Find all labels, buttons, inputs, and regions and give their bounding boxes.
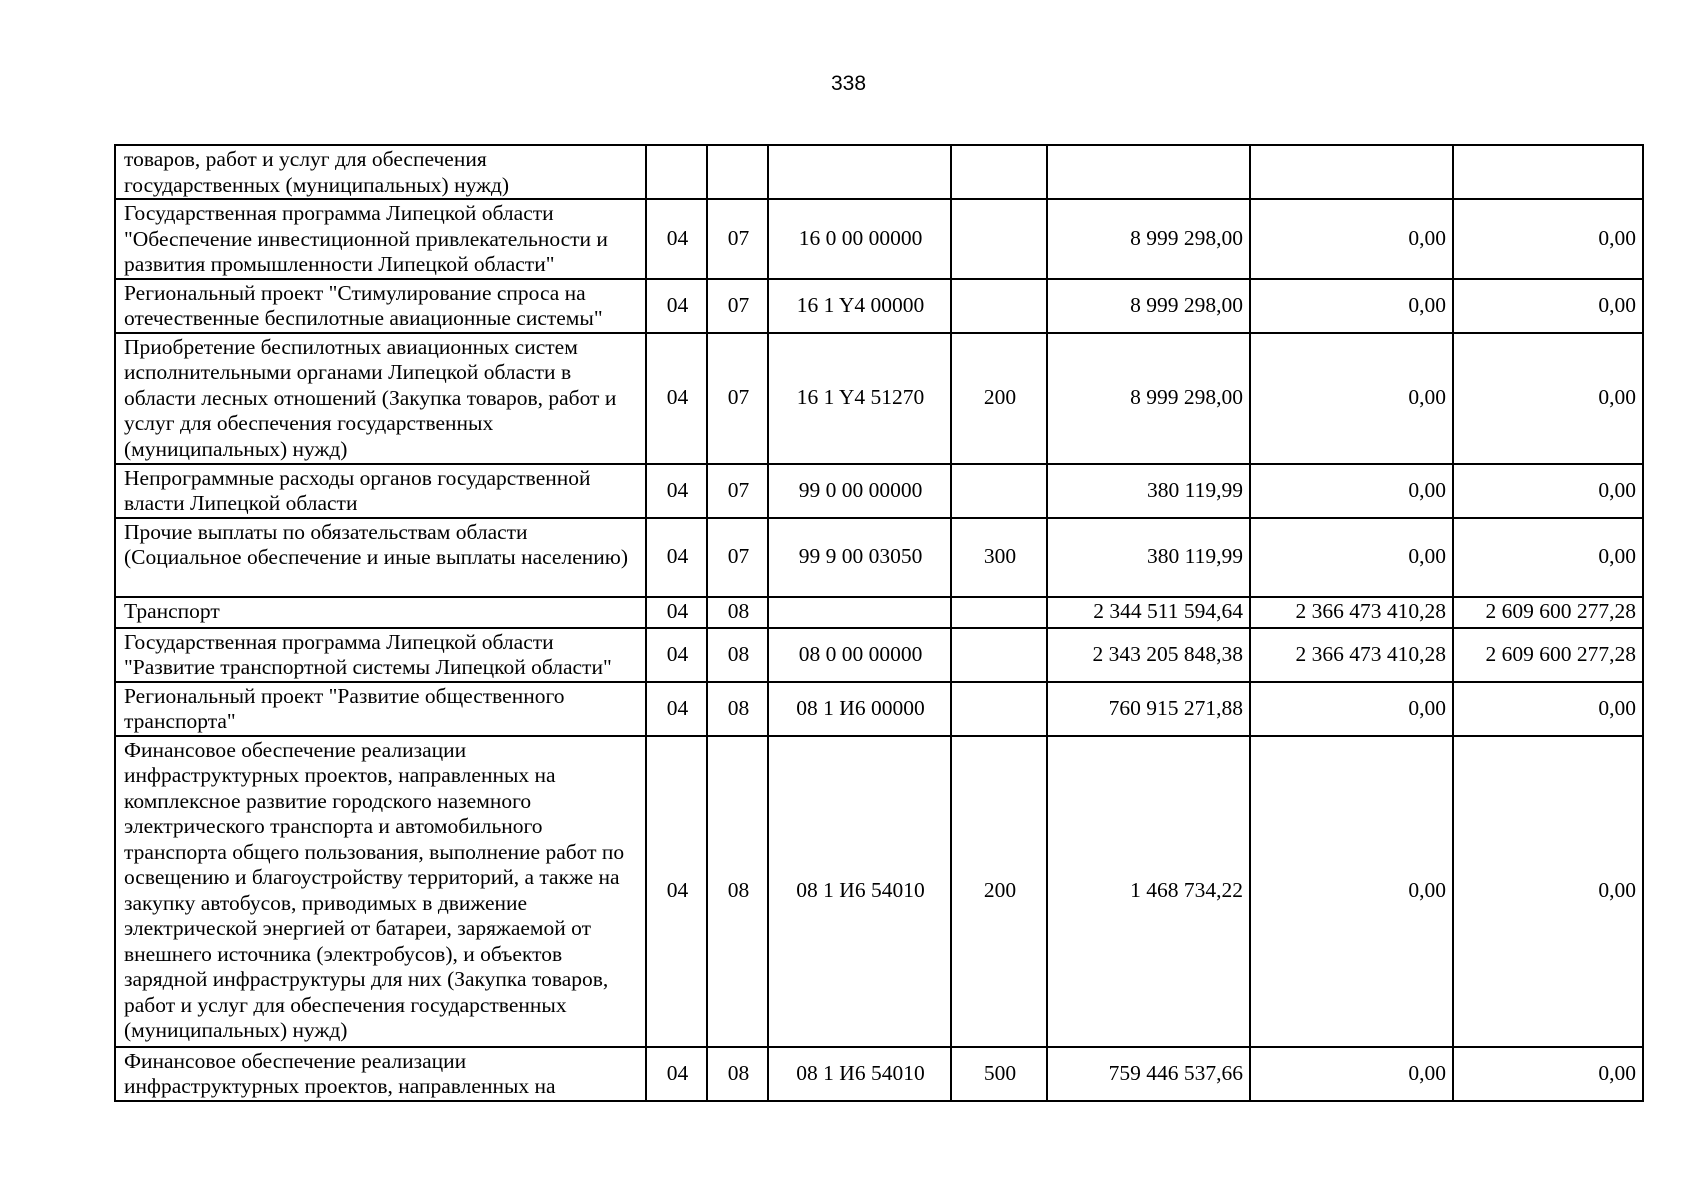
row-name-cell: Финансовое обеспечение реализации инфраструктурных проектов, направленных на комплексное развитие городского наземного электрического транспорта и автомобильного транспорта общего пользования, выполнение работ по освещению и благоустройству территорий, а также на закупку автобусов, приводимых в движение электрической энергией от батареи, заряжаемой от внешнего источника (электробусов), и объектов зарядной инфраструктуры для них (Закупка товаров, работ и услуг для обеспечения государственных (муниципальных) нужд) bbox=[115, 736, 646, 1047]
target-article-cell: 08 1 И6 00000 bbox=[768, 682, 951, 736]
section-code-cell: 04 bbox=[646, 736, 707, 1047]
amount-year3-cell: 0,00 bbox=[1453, 199, 1643, 279]
table-row bbox=[115, 464, 1643, 518]
expense-type-cell bbox=[951, 145, 1047, 199]
amount-year3-cell: 0,00 bbox=[1453, 682, 1643, 736]
section-code-cell bbox=[646, 145, 707, 199]
table-row bbox=[115, 279, 1643, 333]
expense-type-cell bbox=[951, 464, 1047, 518]
budget-table bbox=[114, 144, 1644, 1102]
amount-year1-cell: 8 999 298,00 bbox=[1047, 199, 1250, 279]
page-number: 338 bbox=[830, 72, 867, 95]
row-name-cell: Государственная программа Липецкой области "Развитие транспортной системы Липецкой области" bbox=[115, 628, 646, 682]
expense-type-cell: 200 bbox=[951, 333, 1047, 464]
amount-year3-cell: 0,00 bbox=[1453, 464, 1643, 518]
amount-year3-cell: 0,00 bbox=[1453, 333, 1643, 464]
amount-year2-cell: 0,00 bbox=[1250, 199, 1453, 279]
table-row bbox=[115, 333, 1643, 464]
amount-year1-cell: 380 119,99 bbox=[1047, 464, 1250, 518]
subsection-code-cell: 07 bbox=[707, 518, 768, 597]
subsection-code-cell: 07 bbox=[707, 199, 768, 279]
amount-year2-cell: 0,00 bbox=[1250, 464, 1453, 518]
amount-year1-cell bbox=[1047, 145, 1250, 199]
amount-year3-cell: 2 609 600 277,28 bbox=[1453, 597, 1643, 628]
row-name-cell: Прочие выплаты по обязательствам области (Социальное обеспечение и иные выплаты населению) bbox=[115, 518, 646, 597]
amount-year1-cell: 8 999 298,00 bbox=[1047, 279, 1250, 333]
section-code-cell: 04 bbox=[646, 333, 707, 464]
table-row bbox=[115, 199, 1643, 279]
amount-year3-cell: 0,00 bbox=[1453, 1047, 1643, 1101]
section-code-cell: 04 bbox=[646, 682, 707, 736]
table-row bbox=[115, 628, 1643, 682]
amount-year1-cell: 760 915 271,88 bbox=[1047, 682, 1250, 736]
row-name-cell: Региональный проект "Развитие общественного транспорта" bbox=[115, 682, 646, 736]
target-article-cell: 99 9 00 03050 bbox=[768, 518, 951, 597]
expense-type-cell: 300 bbox=[951, 518, 1047, 597]
section-code-cell: 04 bbox=[646, 518, 707, 597]
amount-year3-cell: 0,00 bbox=[1453, 279, 1643, 333]
amount-year1-cell: 2 343 205 848,38 bbox=[1047, 628, 1250, 682]
table-row bbox=[115, 682, 1643, 736]
subsection-code-cell: 07 bbox=[707, 333, 768, 464]
table-row bbox=[115, 518, 1643, 597]
expense-type-cell bbox=[951, 279, 1047, 333]
amount-year2-cell: 0,00 bbox=[1250, 1047, 1453, 1101]
section-code-cell: 04 bbox=[646, 1047, 707, 1101]
target-article-cell bbox=[768, 597, 951, 628]
amount-year1-cell: 759 446 537,66 bbox=[1047, 1047, 1250, 1101]
amount-year2-cell bbox=[1250, 145, 1453, 199]
expense-type-cell bbox=[951, 199, 1047, 279]
expense-type-cell: 500 bbox=[951, 1047, 1047, 1101]
row-name-cell: Приобретение беспилотных авиационных систем исполнительными органами Липецкой области в области лесных отношений (Закупка товаров, работ и услуг для обеспечения государственных (муниципальных) нужд) bbox=[115, 333, 646, 464]
amount-year1-cell: 380 119,99 bbox=[1047, 518, 1250, 597]
target-article-cell: 99 0 00 00000 bbox=[768, 464, 951, 518]
target-article-cell bbox=[768, 145, 951, 199]
subsection-code-cell: 08 bbox=[707, 597, 768, 628]
table-row bbox=[115, 597, 1643, 628]
section-code-cell: 04 bbox=[646, 199, 707, 279]
amount-year3-cell bbox=[1453, 145, 1643, 199]
target-article-cell: 16 0 00 00000 bbox=[768, 199, 951, 279]
amount-year3-cell: 0,00 bbox=[1453, 518, 1643, 597]
amount-year3-cell: 0,00 bbox=[1453, 736, 1643, 1047]
amount-year2-cell: 0,00 bbox=[1250, 518, 1453, 597]
section-code-cell: 04 bbox=[646, 597, 707, 628]
subsection-code-cell: 07 bbox=[707, 464, 768, 518]
budget-table-body bbox=[115, 145, 1643, 1101]
subsection-code-cell: 07 bbox=[707, 279, 768, 333]
amount-year2-cell: 2 366 473 410,28 bbox=[1250, 597, 1453, 628]
amount-year2-cell: 2 366 473 410,28 bbox=[1250, 628, 1453, 682]
amount-year2-cell: 0,00 bbox=[1250, 279, 1453, 333]
row-name-cell: Непрограммные расходы органов государственной власти Липецкой области bbox=[115, 464, 646, 518]
amount-year2-cell: 0,00 bbox=[1250, 333, 1453, 464]
table-row bbox=[115, 145, 1643, 199]
section-code-cell: 04 bbox=[646, 628, 707, 682]
subsection-code-cell: 08 bbox=[707, 736, 768, 1047]
target-article-cell: 16 1 Y4 51270 bbox=[768, 333, 951, 464]
expense-type-cell bbox=[951, 682, 1047, 736]
row-name-cell: Региональный проект "Стимулирование спроса на отечественные беспилотные авиационные системы" bbox=[115, 279, 646, 333]
section-code-cell: 04 bbox=[646, 464, 707, 518]
target-article-cell: 08 0 00 00000 bbox=[768, 628, 951, 682]
amount-year3-cell: 2 609 600 277,28 bbox=[1453, 628, 1643, 682]
expense-type-cell bbox=[951, 597, 1047, 628]
amount-year1-cell: 1 468 734,22 bbox=[1047, 736, 1250, 1047]
target-article-cell: 08 1 И6 54010 bbox=[768, 736, 951, 1047]
expense-type-cell bbox=[951, 628, 1047, 682]
amount-year1-cell: 8 999 298,00 bbox=[1047, 333, 1250, 464]
amount-year2-cell: 0,00 bbox=[1250, 736, 1453, 1047]
row-name-cell: Государственная программа Липецкой области "Обеспечение инвестиционной привлекательности и развития промышленности Липецкой области" bbox=[115, 199, 646, 279]
row-name-cell: товаров, работ и услуг для обеспечения государственных (муниципальных) нужд) bbox=[115, 145, 646, 199]
table-row bbox=[115, 736, 1643, 1047]
amount-year2-cell: 0,00 bbox=[1250, 682, 1453, 736]
table-row bbox=[115, 1047, 1643, 1101]
subsection-code-cell bbox=[707, 145, 768, 199]
subsection-code-cell: 08 bbox=[707, 682, 768, 736]
subsection-code-cell: 08 bbox=[707, 1047, 768, 1101]
expense-type-cell: 200 bbox=[951, 736, 1047, 1047]
section-code-cell: 04 bbox=[646, 279, 707, 333]
target-article-cell: 08 1 И6 54010 bbox=[768, 1047, 951, 1101]
target-article-cell: 16 1 Y4 00000 bbox=[768, 279, 951, 333]
amount-year1-cell: 2 344 511 594,64 bbox=[1047, 597, 1250, 628]
subsection-code-cell: 08 bbox=[707, 628, 768, 682]
row-name-cell: Финансовое обеспечение реализации инфраструктурных проектов, направленных на bbox=[115, 1047, 646, 1101]
row-name-cell: Транспорт bbox=[115, 597, 646, 628]
